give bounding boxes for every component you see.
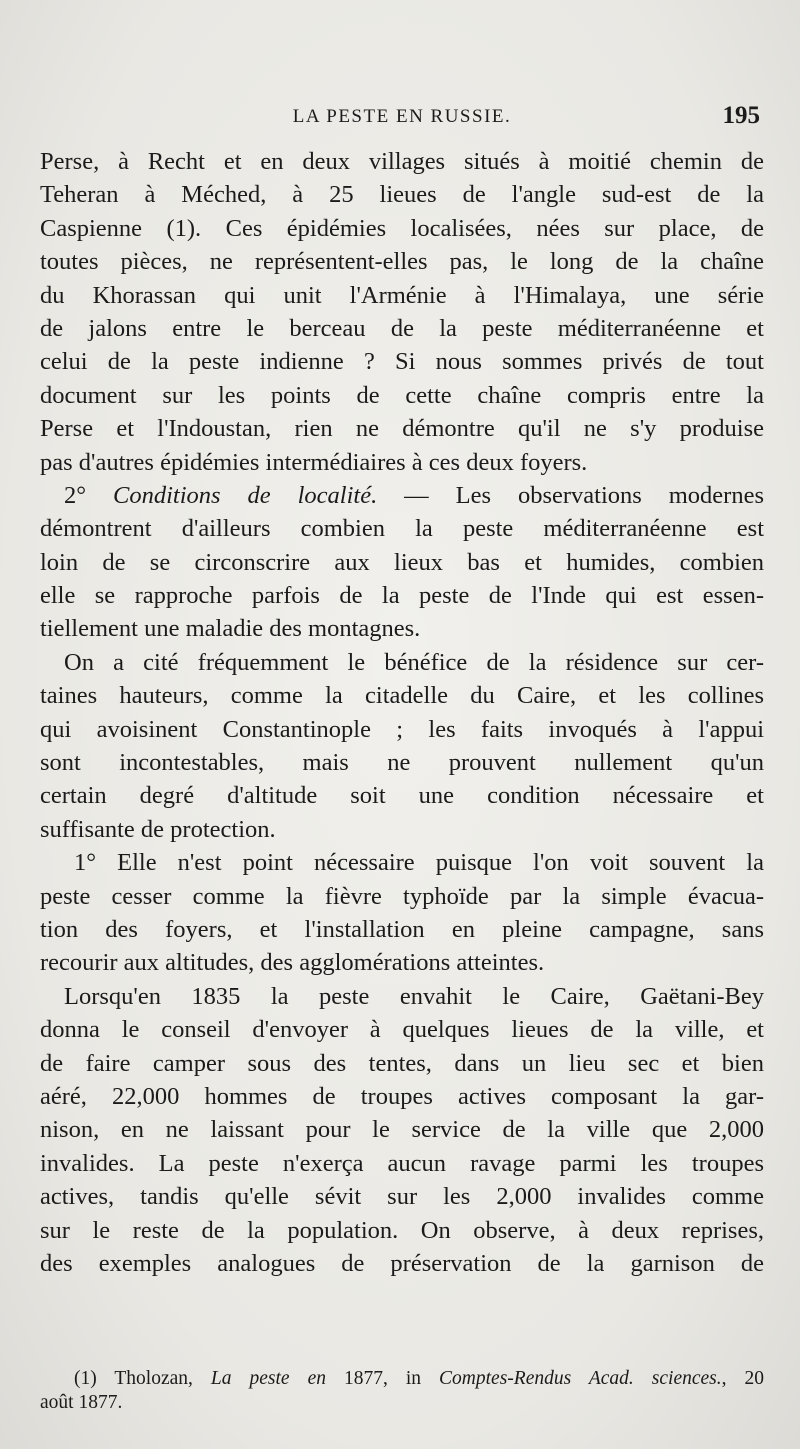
text-line: de jalons entre le berceau de la peste méditerranéenne et	[40, 314, 764, 342]
text-line: Perse et l'Indoustan, rien ne démontre qu'il ne s'y produise	[40, 415, 764, 443]
text-line: qui avoisinent Constantinople ; les faits invoqués à l'appui	[40, 715, 764, 743]
text-line: taines hauteurs, comme la citadelle du Caire, et les collines	[40, 682, 764, 710]
text-line: peste cesser comme la fièvre typhoïde par la simple évacua-	[40, 882, 764, 910]
text-line: Perse, à Recht et en deux villages situés à moitié chemin de	[40, 148, 764, 175]
text-line: du Khorassan qui unit l'Arménie à l'Himalaya, une série	[40, 281, 764, 309]
text-line: sont incontestables, mais ne prouvent nullement qu'un	[40, 749, 764, 777]
footnote-journal: Comptes-Rendus Acad. sciences.	[439, 1368, 722, 1389]
text-line: certain degré d'altitude soit une condition nécessaire et	[40, 782, 764, 810]
text-line: celui de la peste indienne ? Si nous sommes privés de tout	[40, 348, 764, 376]
footnote-line: août 1877.	[40, 1392, 123, 1413]
text-line: toutes pièces, ne représentent-elles pas, le long de la chaîne	[40, 248, 764, 276]
text-line: démontrent d'ailleurs combien la peste méditerranéenne est	[40, 515, 764, 543]
text-line: Caspienne (1). Ces épidémies localisées, nées sur place, de	[40, 214, 764, 242]
section-number: 2°	[64, 481, 114, 509]
text-line: donna le conseil d'envoyer à quelques lieues de la ville, et	[40, 1016, 764, 1044]
text-line: Lorsqu'en 1835 la peste envahit le Caire, Gaëtani-Bey	[64, 982, 764, 1010]
page-number: 195	[722, 102, 760, 129]
running-head	[40, 102, 764, 136]
text-line: de faire camper sous des tentes, dans un lieu sec et bien	[40, 1049, 764, 1077]
text-line: On a cité fréquemment le bénéfice de la résidence sur cer-	[64, 648, 764, 676]
text-line: loin de se circonscrire aux lieux bas et humides, combien	[40, 548, 764, 576]
text-line: 1° Elle n'est point nécessaire puisque l'on voit souvent la	[74, 849, 764, 877]
text-line: recourir aux altitudes, des agglomérations atteintes.	[40, 949, 545, 977]
text-line: Teheran à Méched, à 25 lieues de l'angle sud-est de la	[40, 181, 764, 209]
text-line: des exemples analogues de préservation de la garnison de	[40, 1249, 764, 1277]
text-line: document sur les points de cette chaîne compris entre la	[40, 381, 764, 409]
text-line: invalides. La peste n'exerça aucun ravage parmi les troupes	[40, 1149, 764, 1177]
text-line: tiellement une maladie des montagnes.	[40, 615, 421, 643]
section-lead-text: — Les observations modernes	[377, 481, 764, 509]
text-line: sur le reste de la population. On observe, à deux reprises,	[40, 1216, 764, 1244]
footnote-line	[40, 1367, 764, 1391]
footnote-marker: (1) Tholozan,	[74, 1368, 211, 1389]
running-title: LA PESTE EN RUSSIE.	[292, 106, 512, 127]
footnote-work-title: La peste en	[210, 1368, 326, 1389]
footnote-year: 1877, in	[325, 1368, 440, 1389]
text-line: aéré, 22,000 hommes de troupes actives composant la gar-	[40, 1082, 764, 1110]
text-line: elle se rapproche parfois de la peste de l'Inde qui est essen-	[40, 582, 764, 610]
text-line: tion des foyers, et l'installation en pleine campagne, sans	[40, 915, 764, 943]
body-text	[40, 145, 764, 1280]
text-line: actives, tandis qu'elle sévit sur les 2,000 invalides comme	[40, 1183, 764, 1211]
footnote-date: , 20	[721, 1368, 764, 1389]
footnotes	[40, 1367, 764, 1415]
section-heading-line	[40, 479, 764, 512]
text-line: suffisante de protection.	[40, 815, 276, 843]
section-title: Conditions de localité.	[113, 481, 378, 509]
text-line: pas d'autres épidémies intermédiaires à ces deux foyers.	[40, 448, 588, 476]
text-line: nison, en ne laissant pour le service de la ville que 2,000	[40, 1116, 764, 1144]
